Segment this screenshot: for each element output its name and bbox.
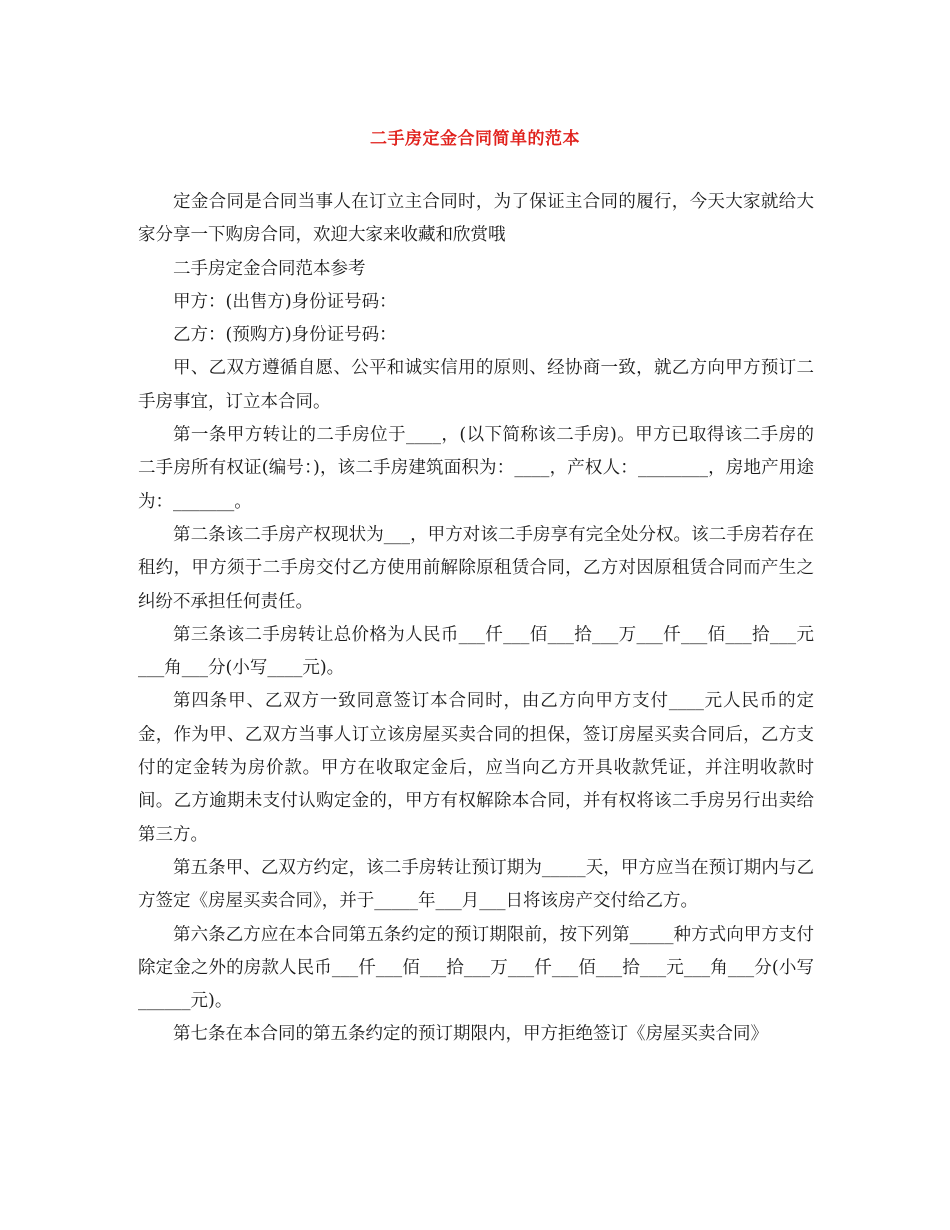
document-title: 二手房定金合同简单的范本: [370, 129, 580, 149]
paragraph-preamble: 甲、乙双方遵循自愿、公平和诚实信用的原则、经协商一致，就乙方向甲方预订二手房事宜，订立本合同。: [138, 358, 814, 412]
paragraph-article-4: 第四条甲、乙双方一致同意签订本合同时，由乙方向甲方支付____元人民币的定金，作为甲、乙双方当事人订立该房屋买卖合同的担保，签订房屋买卖合同后，乙方支付的定金转为房价款。甲方在收取定金后，应当向乙方开具收款凭证，并注明收款时间。乙方逾期未支付认购定金的，甲方有权解除本合同，并有权将该二手房另行出卖给第三方。: [138, 691, 814, 845]
document-body: [138, 186, 814, 1052]
paragraph-article-3: 第三条该二手房转让总价格为人民币___仟___佰___拾___万___仟___佰___拾___元___角___分(小写____元)。: [138, 624, 814, 679]
paragraph-article-6: 第六条乙方应在本合同第五条约定的预订期限前，按下列第_____种方式向甲方支付除定金之外的房款人民币___仟___佰___拾___万___仟___佰___拾___元___角___分(小写______元)。: [138, 924, 814, 1012]
paragraph-intro: 定金合同是合同当事人在订立主合同时，为了保证主合同的履行，今天大家就给大家分享一下购房合同，欢迎大家来收藏和欣赏哦: [138, 192, 814, 246]
paragraph-subtitle: 二手房定金合同范本参考: [173, 258, 366, 279]
paragraph-party-b: 乙方：(预购方)身份证号码：: [173, 325, 397, 346]
paragraph-party-a: 甲方：(出售方)身份证号码：: [173, 291, 397, 312]
paragraph-article-7: 第七条在本合同的第五条约定的预订期限内，甲方拒绝签订《房屋买卖合同》: [173, 1024, 768, 1045]
paragraph-article-1: 第一条甲方转让的二手房位于____，(以下简称该二手房)。甲方已取得该二手房的二手房所有权证(编号：)，该二手房建筑面积为：____，产权人：________，房地产用途为：_______。: [138, 425, 814, 512]
paragraph-article-2: 第二条该二手房产权现状为___，甲方对该二手房享有完全处分权。该二手房若存在租约，甲方须于二手房交付乙方使用前解除原租赁合同，乙方对因原租赁合同而产生之纠纷不承担任何责任。: [138, 524, 814, 612]
paragraph-article-5: 第五条甲、乙双方约定，该二手房转让预订期为_____天，甲方应当在预订期内与乙方签定《房屋买卖合同》，并于_____年___月___日将该房产交付给乙方。: [138, 857, 814, 912]
